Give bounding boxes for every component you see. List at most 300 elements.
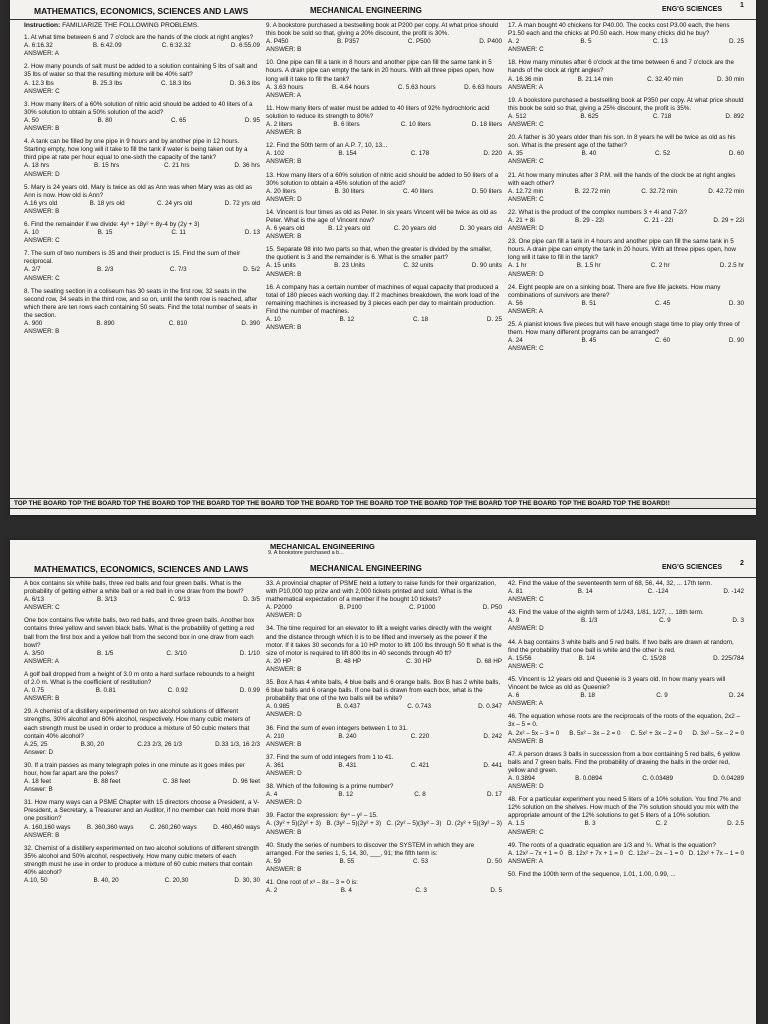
answer-choice: D. 90 <box>728 337 744 345</box>
answer-key: ANSWER: D <box>508 625 544 633</box>
header-subject: MATHEMATICS, ECONOMICS, SCIENCES AND LAWS <box>34 564 249 574</box>
question-item <box>24 617 260 666</box>
answer-choice: B. 29 - 22i <box>575 216 604 224</box>
question-item <box>266 284 502 333</box>
answer-choice: D. (2y² + 5)(3y² – 3) <box>446 820 502 828</box>
answer-choice: A. 59 <box>266 857 281 865</box>
answer-choice: A. 10 <box>24 229 39 237</box>
answer-choice: B. 360,360 ways <box>86 823 134 831</box>
answer-choice: C. 13 <box>652 38 668 46</box>
question-item <box>508 796 744 836</box>
answer-key: ANSWER: C <box>24 87 60 95</box>
answer-choice: B. 2/3 <box>96 266 114 274</box>
answer-choice: C. 32.40 min <box>647 75 683 83</box>
answer-choice: C. 20,30 <box>164 877 189 885</box>
answer-choice: D. 1/10 <box>239 649 260 657</box>
answer-choice: D. 13 <box>244 229 260 237</box>
answer-choice: A. 2 liters <box>266 121 293 129</box>
answer-choice: A. (3y² + 5)(2y² + 3) <box>266 820 321 828</box>
answer-choices <box>24 42 260 50</box>
answer-choice: C. 5.63 hours <box>397 83 436 91</box>
answer-choice: B. 23 Units <box>334 262 365 270</box>
answer-choice: B. 4.64 hours <box>331 83 370 91</box>
answer-choices <box>508 262 744 270</box>
question-column-2 <box>266 22 508 358</box>
answer-choice: C. 18.3 lbs <box>161 79 192 87</box>
strip-title: MECHANICAL ENGINEERING <box>270 542 375 551</box>
answer-choice: C. 9 <box>659 617 671 625</box>
answer-choice: C. 9 <box>656 692 668 700</box>
answer-choice: C. 8 <box>414 791 426 799</box>
answer-choice: B. 1/4 <box>578 654 596 662</box>
answer-choices <box>266 316 502 324</box>
answer-choice: B. 22.72 min <box>574 187 610 195</box>
question-column-1 <box>24 22 266 358</box>
question-item <box>266 246 502 278</box>
answer-choice: C. 24 yrs old <box>156 199 193 207</box>
answer-key: ANSWER: D <box>508 783 544 791</box>
answer-choice: C. 21 hrs <box>164 162 190 170</box>
answer-choice: A. 12x² – 7x + 1 = 0 <box>508 849 563 857</box>
answer-choice: B. 15 hrs <box>94 162 120 170</box>
answer-choice: C. 0.743 <box>407 703 432 711</box>
answer-choice: C. 45 <box>655 299 671 307</box>
answer-choice: B. 431 <box>338 761 357 769</box>
question-text: 32. Chemist of a distillery experimented on two alcohol solutions of different strength 35% alcohol and 50% alcohol, respectively. How many cubic meters of each strength must he use in order to produce a mixture of 60 cubic meters that contain 40% alcohol? <box>24 844 259 876</box>
answer-choice: D. 30 years old <box>459 225 502 233</box>
answer-choice: B. 5 <box>580 38 592 46</box>
answer-choice: A. 6/13 <box>24 596 44 604</box>
question-item <box>24 221 260 245</box>
answer-key: ANSWER: B <box>266 665 302 673</box>
question-text: 50. Find the 100th term of the sequence, 1.01, 1.00, 0.99, ... <box>508 870 676 878</box>
question-text: 13. How many liters of a 60% solution of nitric acid should be added to 50 liters of a 30% solution to obtain a 45% solution of the acid? <box>266 171 499 187</box>
answer-choice: C. 0.92 <box>167 687 188 695</box>
answer-choice: C. 3/10 <box>166 649 187 657</box>
answer-choice: A. 10 <box>266 316 281 323</box>
answer-choices <box>24 162 260 170</box>
question-text: 48. For a particular experiment you need 5 liters of a 10% solution. You find 7% and 12% solution on the shelves. How much of the 7% solution should you mix with the appropriate amount of the 12% solutions to get 5 liters of a 10% solution. <box>508 796 741 820</box>
answer-choice: A. 56 <box>508 299 523 307</box>
answer-choice: A. 2x² – 5x – 3 = 0 <box>508 729 560 737</box>
question-item <box>508 134 744 166</box>
answer-choice: B. 12 years old <box>328 225 371 233</box>
answer-choice: B. P100 <box>339 604 362 612</box>
question-item <box>508 238 744 278</box>
answer-choice: A. 102 <box>266 150 285 158</box>
answer-choice: A. P450 <box>266 38 289 46</box>
answer-choice: C. 21 - 22i <box>644 216 674 224</box>
question-text: 42. Find the value of the seventeenth term of 68, 56, 44, 32, ... 17th term. <box>508 580 713 587</box>
answer-choice: C. 52 <box>655 150 671 158</box>
answer-choice: C. 12x² – 2x – 1 = 0 <box>628 849 684 857</box>
answer-choice: B. 0.81 <box>95 687 116 695</box>
answer-choice: B. (3y² – 5)(2y² + 3) <box>326 820 382 828</box>
question-item <box>24 101 260 133</box>
answer-key: ANSWER: B <box>266 740 302 748</box>
header-divider <box>10 577 756 578</box>
question-item <box>266 679 502 719</box>
answer-choice: A. 12.3 lbs <box>24 79 54 87</box>
question-text: 38. Which of the following is a prime number? <box>266 783 394 791</box>
question-column-2 <box>266 580 508 900</box>
question-item <box>508 713 744 745</box>
answer-choice: B. 14 <box>577 588 593 596</box>
answer-key: ANSWER: C <box>508 158 544 166</box>
question-text: 16. A company has a certain number of machines of equal capacity that produced a total of 180 pieces each working day. If 2 machines breakdown, the work load of the remaining machines is increased by 3 pieces each per day to maintain production. Find the number of machines. <box>266 283 500 315</box>
question-text: 49. The roots of a quadratic equation are 1/3 and ¼. What is the equation? <box>508 841 716 849</box>
answer-choices <box>24 778 260 786</box>
previous-page-strip <box>10 540 756 558</box>
header-course: MECHANICAL ENGINEERING <box>310 6 422 15</box>
answer-choice: A. 2 <box>508 38 520 46</box>
page-number: 2 <box>740 560 744 567</box>
answer-choice: D. 18 liters <box>471 121 502 129</box>
question-text: 45. Vincent is 12 years old and Queenie is 3 years old. In how many years will Vincent be twice as old as Queenie? <box>508 675 726 692</box>
question-text: 7. The sum of two numbers is 35 and their product is 15. Find the sum of their reciprocal. <box>24 250 241 266</box>
answer-choice: D. 30, 30 <box>234 877 260 885</box>
answer-choice: A. 3.63 hours <box>266 83 304 91</box>
answer-choice: A. 2 <box>266 887 278 895</box>
answer-choice: A. 900 <box>24 320 43 327</box>
answer-choice: A. 512 <box>508 112 527 120</box>
question-item <box>508 751 744 791</box>
answer-choice: C. 10 liters <box>400 121 431 129</box>
answer-key: ANSWER: C <box>24 604 60 612</box>
question-text: 44. A bag contains 3 white balls and 5 red balls. If two balls are drawn at random, find the probability that one ball is white and the other is red. <box>508 638 734 654</box>
answer-choice: B. 48 HP <box>336 657 362 665</box>
answer-key: ANSWER: B <box>266 46 302 54</box>
answer-choice: C. 178 <box>410 150 430 158</box>
question-item <box>508 97 744 129</box>
answer-key: ANSWER: D <box>266 195 302 203</box>
answer-choice: A. 210 <box>266 732 285 740</box>
answer-choice: D. 441 <box>483 761 502 769</box>
answer-choices <box>508 217 744 225</box>
question-text: 12. Find the 50th term of an A.P. 7, 10, 13... <box>266 142 388 150</box>
answer-choice: A. 16.36 min <box>508 75 544 83</box>
answer-key: ANSWER: B <box>24 207 60 215</box>
question-text: 35. Box A has 4 white balls, 4 blue balls and 6 orange balls. Box B has 2 white balls, 6 blue balls and 6 orange balls. If one ball is drawn from each box, what is the probability that one of the two balls will be white? <box>266 679 501 703</box>
answer-key: ANSWER: B <box>24 125 60 133</box>
footer-banner: TOP THE BOARD TOP THE BOARD TOP THE BOARD TOP THE BOARD TOP THE BOARD TOP THE BOARD TOP THE BOARD TOP THE BOARD TOP THE BOARD TOP THE BOARD TOP THE BOARD TOP THE BOARD!! <box>10 498 756 509</box>
answer-choice: B. 5x² – 3x – 2 = 0 <box>569 729 621 737</box>
answer-choice: C. 718 <box>652 112 672 120</box>
answer-choice: D.33 1/3, 16 2/3 <box>215 740 260 748</box>
answer-choice: A. 18 feet <box>24 778 51 786</box>
answer-choices <box>508 300 744 308</box>
answer-choices <box>266 225 502 233</box>
answer-choice: D. 242 <box>483 732 502 740</box>
question-text: 17. A man bought 40 chickens for P40.00. The cocks cost P3.00 each, the hens P1.50 each and the chicks at P0.50 each. How many chicks did he buy? <box>508 22 730 38</box>
answer-choice: A. 24 <box>508 337 523 345</box>
answer-choice: B. 6:42.09 <box>92 42 122 50</box>
answer-choice: C. 220 <box>410 732 430 740</box>
answer-choice: B. 240 <box>338 732 357 740</box>
question-text: 40. Study the series of numbers to discover the SYSTEM in which they are arranged. For the series 1, 5, 14, 30, ___, 91; the fifth term is: <box>266 841 475 857</box>
strip-subtitle: 9. A bookstore purchased a b... <box>268 550 344 556</box>
answer-choice: B. 30 liters <box>334 187 365 195</box>
question-item <box>508 321 744 353</box>
answer-choice: D. 29 + 22i <box>713 216 744 224</box>
answer-choice: A. 12.72 min <box>508 187 544 195</box>
answer-choices <box>508 655 744 663</box>
exam-sheet-page-2 <box>10 540 756 1024</box>
answer-choice: C. 3 <box>415 887 427 895</box>
answer-choices <box>266 733 502 741</box>
answer-choice: B. 1.5 hr <box>576 262 601 270</box>
answer-choice: C. (2y² – 5)(3y² – 3) <box>386 820 442 828</box>
answer-choices <box>24 117 260 125</box>
page-header <box>10 558 756 580</box>
answer-key: ANSWER: B <box>24 831 60 839</box>
answer-choices <box>266 703 502 711</box>
answer-choice: A. 35 <box>508 150 523 158</box>
answer-key: ANSWER: C <box>508 662 544 670</box>
answer-choice: C. 2 <box>655 820 668 828</box>
answer-key: ANSWER: C <box>508 596 544 604</box>
answer-choice: D. 0.99 <box>239 687 260 695</box>
question-text: 43. Find the value of the eighth term of 1/243, 1/81, 1/27, ... 18th term. <box>508 609 704 617</box>
answer-choice: A. 15 units <box>266 262 296 270</box>
answer-choice: B. 25.3 lbs <box>92 79 123 87</box>
question-text: 24. Eight people are on a sinking boat. There are five life jackets. How many combinations of survivors are there? <box>508 283 721 299</box>
answer-choice: A. 6 <box>508 692 520 700</box>
answer-choice: D. P400 <box>479 38 502 46</box>
answer-key: ANSWER: A <box>508 857 543 865</box>
answer-choice: C. 53 <box>413 857 429 865</box>
question-text: 29. A chemist of a distillery experimented on two alcohol solutions of different strengths, 30% alcohol and 60% alcohol, respectively. How many cubic meters of each strength must be used in order to produce a mixture of 50 cubic meters that contain 40% alcohol? <box>24 708 250 740</box>
question-columns <box>10 580 756 900</box>
answer-choice: B. 12 <box>339 316 355 323</box>
answer-choice: B. 890 <box>96 320 115 327</box>
question-item <box>24 580 260 612</box>
question-item <box>24 762 260 794</box>
question-text: 5. Mary is 24 years old. Mary is twice as old as Ann was when Mary was as old as Ann is now. How old is Ann? <box>24 183 253 199</box>
answer-choices <box>24 877 260 885</box>
answer-choice: B. P357 <box>336 38 360 46</box>
answer-choice: A. 2/7 <box>24 266 41 274</box>
answer-key: ANSWER: B <box>24 695 60 703</box>
answer-choice: A. 6:16.32 <box>24 42 53 50</box>
question-item <box>24 138 260 178</box>
instruction-text: FAMILIARIZE THE FOLLOWING PROBLEMS. <box>62 22 200 29</box>
answer-choice: A. 18 hrs <box>24 162 50 170</box>
question-columns <box>10 22 756 358</box>
question-item <box>24 63 260 95</box>
answer-choice: D. 225/784 <box>713 654 744 662</box>
answer-choices <box>266 887 502 895</box>
answer-choice: D. 90 units <box>471 262 502 270</box>
question-item <box>266 754 502 778</box>
answer-choice: B. 18 <box>580 692 596 700</box>
answer-choices <box>508 730 744 738</box>
answer-choice: D. 25 <box>486 316 502 323</box>
answer-choice: B. 4 <box>340 887 352 895</box>
answer-choice: D. 3 <box>732 617 744 625</box>
answer-choice: D. 6:55.09 <box>230 42 260 50</box>
answer-key: ANSWER: C <box>24 274 60 282</box>
answer-choice: C. 60 <box>655 337 671 345</box>
answer-choices <box>266 858 502 866</box>
answer-choice: B. 0.437 <box>336 703 361 711</box>
answer-choice: A. 9 <box>508 617 520 625</box>
answer-key: ANSWER: B <box>266 233 302 241</box>
question-text: 31. How many ways can a PSME Chapter with 15 directors choose a President, a V-President, a Secretary, a Treasurer and an Auditor, if no member can hold more than one position? <box>24 799 260 823</box>
answer-choices <box>508 38 744 46</box>
answer-choice: D. 6.63 hours <box>464 83 502 91</box>
answer-choice: B. 1/3 <box>580 617 598 625</box>
question-text: 4. A tank can be filled by one pipe in 9 hours and by another pipe in 12 hours. Starting empty, how long will it take to fill the tank if water is being taken out by a third pipe at rate per hour equal to one-sixth the capacity of the tank? <box>24 138 248 162</box>
answer-key: ANSWER: B <box>266 270 302 278</box>
answer-choices <box>508 820 744 828</box>
answer-choice: C. 7/3 <box>169 266 187 274</box>
answer-choice: D. 2.5 <box>727 820 744 828</box>
question-item <box>266 783 502 807</box>
question-item <box>508 639 744 671</box>
answer-choices <box>24 687 260 695</box>
answer-choices <box>266 150 502 158</box>
answer-choice: A.16 yrs old <box>24 199 58 207</box>
answer-choices <box>266 121 502 129</box>
page-number: 1 <box>740 2 744 9</box>
answer-choice: C. 9/13 <box>169 596 191 604</box>
question-item <box>266 172 502 204</box>
question-item <box>508 871 744 879</box>
answer-choice: D. 12x² + 7x – 1 = 0 <box>688 849 744 857</box>
answer-choice: D. 460,460 ways <box>213 823 260 831</box>
answer-choice: A. 6 years old <box>266 225 305 233</box>
answer-choice: D. 36.3 lbs <box>229 79 260 87</box>
answer-choice: C. 18 <box>413 316 429 323</box>
answer-choice: B. 40, 20 <box>93 877 119 885</box>
answer-choices <box>266 188 502 196</box>
answer-choices <box>266 658 502 666</box>
answer-choices <box>24 650 260 658</box>
question-item <box>508 842 744 866</box>
question-item <box>508 284 744 316</box>
answer-choice: D. 5/2 <box>243 266 260 274</box>
answer-choice: D. 50 liters <box>471 187 502 195</box>
answer-choice: B. 625 <box>580 112 599 120</box>
answer-key: ANSWER: A <box>508 307 543 315</box>
answer-key: ANSWER: B <box>508 737 544 745</box>
answer-key: ANSWER: A <box>508 83 543 91</box>
answer-choice: C. 2 hr <box>650 262 670 270</box>
answer-choices <box>266 604 502 612</box>
answer-choice: A. 3/50 <box>24 649 44 657</box>
answer-key: ANSWER: D <box>266 799 302 807</box>
answer-choice: D. 5 <box>490 887 502 895</box>
answer-choice: A. 361 <box>266 761 285 769</box>
answer-choice: A. 21 + 8i <box>508 216 535 224</box>
question-text: 11. How many liters of water must be added to 40 liters of 92% hydrochloric acid solution to reduce its strength to 80%? <box>266 104 490 120</box>
answer-key: ANSWER: C <box>24 237 60 245</box>
answer-key: ANSWER: B <box>266 828 302 836</box>
answer-choice: D. 68 HP <box>476 657 502 665</box>
question-text: 22. What is the product of the complex numbers 3 + 4i and 7-2i? <box>508 208 688 216</box>
question-text: A box contains six white balls, three red balls and four green balls. What is the probability of getting either a white ball or a red ball in one draw from the bowl? <box>24 580 244 596</box>
answer-key: Answer: D <box>24 748 54 756</box>
question-text: 18. How many minutes after 6 o'clock at the time between 6 and 7 o'clock are the hands of the clock at right angles? <box>508 59 735 75</box>
answer-choice: B. 6 liters <box>333 121 360 129</box>
answer-choices <box>24 200 260 208</box>
question-text: 21. At how many minutes after 3 P.M. will the hands of the clock be at right angles with each other? <box>508 171 736 187</box>
answer-choices <box>24 229 260 237</box>
answer-choice: B.30, 20 <box>80 740 105 748</box>
question-item <box>508 676 744 708</box>
question-text: 1. At what time between 6 and 7 o'clock are the hands of the clock at right angles? <box>24 34 254 42</box>
question-item <box>266 22 502 54</box>
question-text: 14. Vincent is four times as old as Peter. In six years Vincent will be twice as old as Peter. What is the age of Vincent now? <box>266 208 497 224</box>
question-text: 20. A father is 30 years older than his son. In 8 years he will be twice as old as his son. What is the present age of the father? <box>508 134 736 150</box>
question-text: 10. One pipe can fill a tank in 8 hours and another pipe can fill the same tank in 5 hours. A drain pipe can empty the tank in 20 hours. With all three pipes open, how long will it take to fill the tank? <box>266 59 494 83</box>
answer-choice: C. 30 HP <box>406 657 432 665</box>
answer-choice: B. 15 <box>97 229 113 237</box>
answer-choice: C. 32 units <box>403 262 434 270</box>
answer-key: ANSWER: B <box>266 865 302 873</box>
answer-choice: A. 160,160 ways <box>24 823 71 831</box>
header-subject: MATHEMATICS, ECONOMICS, SCIENCES AND LAWS <box>34 6 249 16</box>
header-category: ENG'G SCIENCES <box>662 564 723 571</box>
answer-choice: C. 65 <box>171 116 187 124</box>
answer-choice: B. 12x² + 7x + 1 = 0 <box>568 849 624 857</box>
answer-choice: B. 154 <box>338 150 357 158</box>
question-item <box>266 580 502 620</box>
answer-key: ANSWER: A <box>24 50 59 58</box>
answer-choice: C. 15/28 <box>642 654 667 662</box>
answer-key: ANSWER: C <box>508 345 544 353</box>
question-item <box>24 250 260 282</box>
answer-choice: A.25, 25 <box>24 740 48 748</box>
answer-choice: A. 15/56 <box>508 654 532 662</box>
answer-choice: B. 21.14 min <box>577 75 613 83</box>
answer-choice: D. 72 yrs old <box>224 199 260 207</box>
exam-sheet-page-1 <box>10 0 756 515</box>
answer-choice: A. 1 hr <box>508 262 527 270</box>
question-item <box>266 105 502 137</box>
question-item <box>24 799 260 839</box>
answer-choice: D. 17 <box>486 791 502 799</box>
answer-choices <box>508 692 744 700</box>
answer-choices <box>508 617 744 625</box>
question-text: 19. A bookstore purchased a bestselling book at P350 per copy. At what price should this book be sold so that, giving a 25% discount, the profit is 35%. <box>508 96 744 112</box>
question-item <box>266 59 502 99</box>
answer-choice: D. 892 <box>725 112 744 120</box>
answer-choice: D. P50 <box>482 604 502 612</box>
page-header <box>10 0 756 22</box>
question-item <box>24 845 260 885</box>
answer-choice: A. 0.3894 <box>508 774 535 782</box>
answer-choice: D. 60 <box>728 150 744 158</box>
question-text: 9. A bookstore purchased a bestselling book at P200 per copy. At what price should this book be sold so that, giving a 20% discount, the profit is 30%. <box>266 22 498 38</box>
answer-choices <box>508 76 744 84</box>
answer-key: ANSWER: B <box>24 328 60 336</box>
answer-choice: D. 25 <box>728 38 744 46</box>
answer-choices <box>24 320 260 328</box>
answer-choice: B. 40 <box>581 150 597 158</box>
answer-choices <box>24 266 260 274</box>
answer-choices <box>266 791 502 799</box>
answer-choice: D. 2.5 hr <box>719 262 744 270</box>
answer-key: ANSWER: D <box>266 769 302 777</box>
answer-choices <box>266 38 502 46</box>
question-item <box>508 59 744 91</box>
answer-choices <box>508 588 744 596</box>
answer-choice: D. 30 min <box>717 75 744 83</box>
question-text: 6. Find the remainder if we divide: 4y³ + 18y² + 8y-4 by (2y + 3) <box>24 220 200 228</box>
answer-choice: B. 88 feet <box>93 778 121 786</box>
